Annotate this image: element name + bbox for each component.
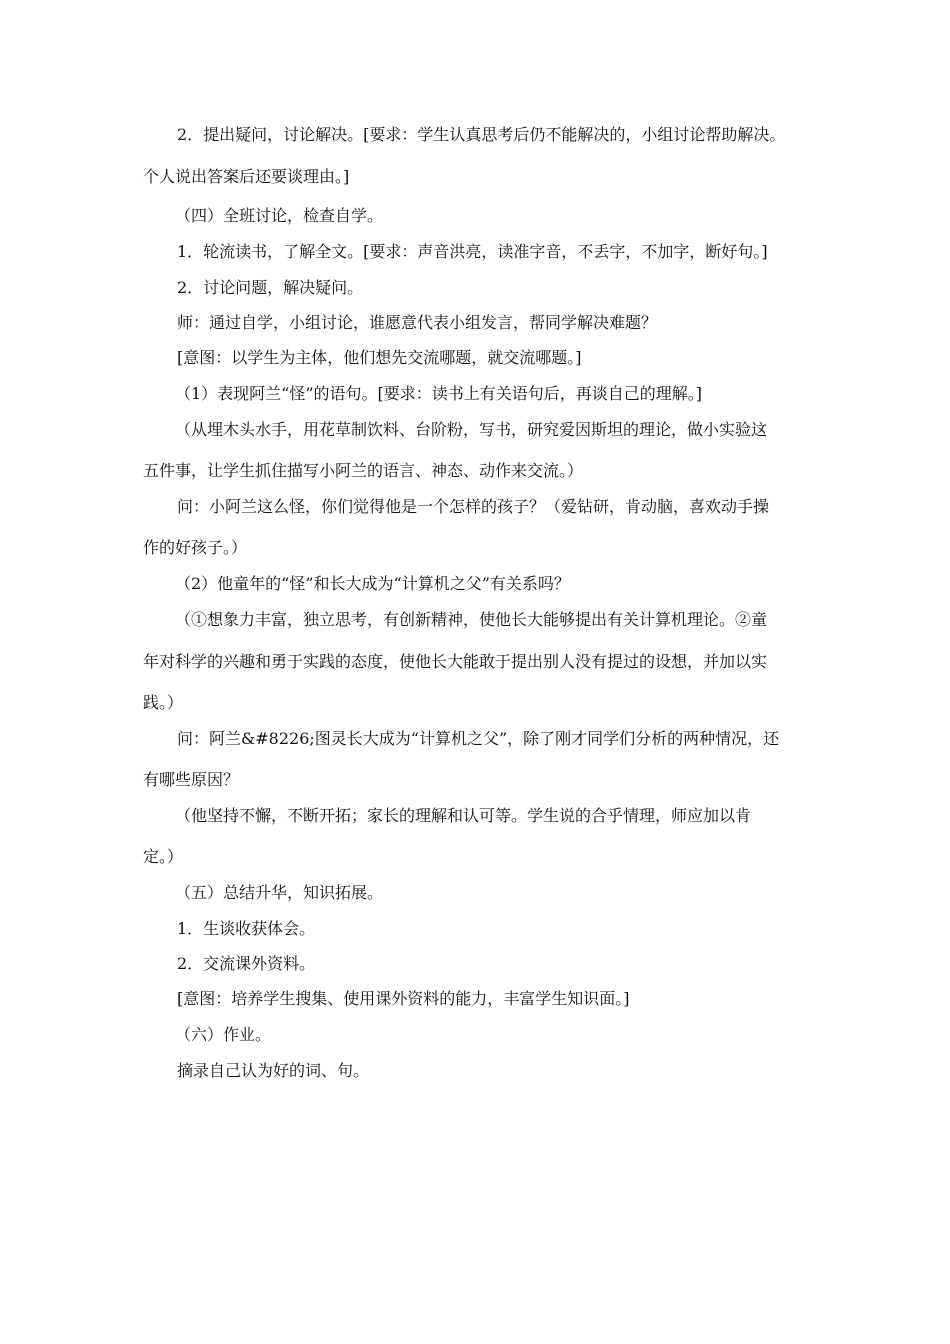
text-line: 有哪些原因？ (143, 770, 240, 789)
text-line: 年对科学的兴趣和勇于实践的态度，使他长大能敢于提出别人没有提过的设想，并加以实 (143, 652, 768, 671)
text-line: （他坚持不懈，不断开拓；家长的理解和认可等。学生说的合乎情理，师应加以肯 (175, 806, 752, 825)
text-line: 摘录自己认为好的词、句。 (177, 1061, 370, 1080)
text-line: （从埋木头水手，用花草制饮料、台阶粉，写书，研究爱因斯坦的理论，做小实验这 (175, 420, 768, 439)
text-line: 2．交流课外资料。 (177, 954, 316, 973)
text-line: [意图：培养学生搜集、使用课外资料的能力，丰富学生知识面。] (177, 989, 630, 1008)
text-line: 个人说出答案后还要谈理由。] (143, 167, 350, 186)
text-line: 践。） (143, 693, 184, 712)
text-line: 定。） (143, 847, 184, 866)
text-line: （五）总结升华，知识拓展。 (175, 883, 384, 902)
text-line: 问：阿兰&#8226;图灵长大成为“计算机之父”，除了刚才同学们分析的两种情况，还 (177, 729, 780, 748)
text-line: 五件事，让学生抓住描写小阿兰的语言、神态、动作来交流。） (143, 461, 584, 480)
text-line: [意图：以学生为主体，他们想先交流哪题，就交流哪题。] (177, 348, 582, 367)
text-line: 2．讨论问题，解决疑问。 (177, 278, 364, 297)
text-line: （六）作业。 (175, 1025, 272, 1044)
text-line: （四）全班讨论，检查自学。 (175, 206, 384, 225)
text-line: 1．生谈收获体会。 (177, 919, 316, 938)
text-line: （①想象力丰富，独立思考，有创新精神，使他长大能够提出有关计算机理论。②童 (175, 610, 768, 629)
text-line: 问：小阿兰这么怪，你们觉得他是一个怎样的孩子？（爱钻研，肯动脑，喜欢动手操 (177, 497, 770, 516)
text-line: （1）表现阿兰“怪”的语句。[要求：读书上有关语句后，再谈自己的理解。] (175, 384, 703, 403)
text-line: 2．提出疑问，讨论解决。[要求：学生认真思考后仍不能解决的，小组讨论帮助解决。 (177, 125, 786, 144)
text-line: 1．轮流读书，了解全文。[要求：声音洪亮，读准字音，不丢字，不加字，断好句。] (177, 242, 768, 261)
text-line: （2）他童年的“怪”和长大成为“计算机之父”有关系吗？ (175, 574, 570, 593)
text-line: 作的好孩子。） (143, 538, 248, 557)
text-line: 师：通过自学，小组讨论，谁愿意代表小组发言，帮同学解决难题？ (177, 313, 658, 332)
